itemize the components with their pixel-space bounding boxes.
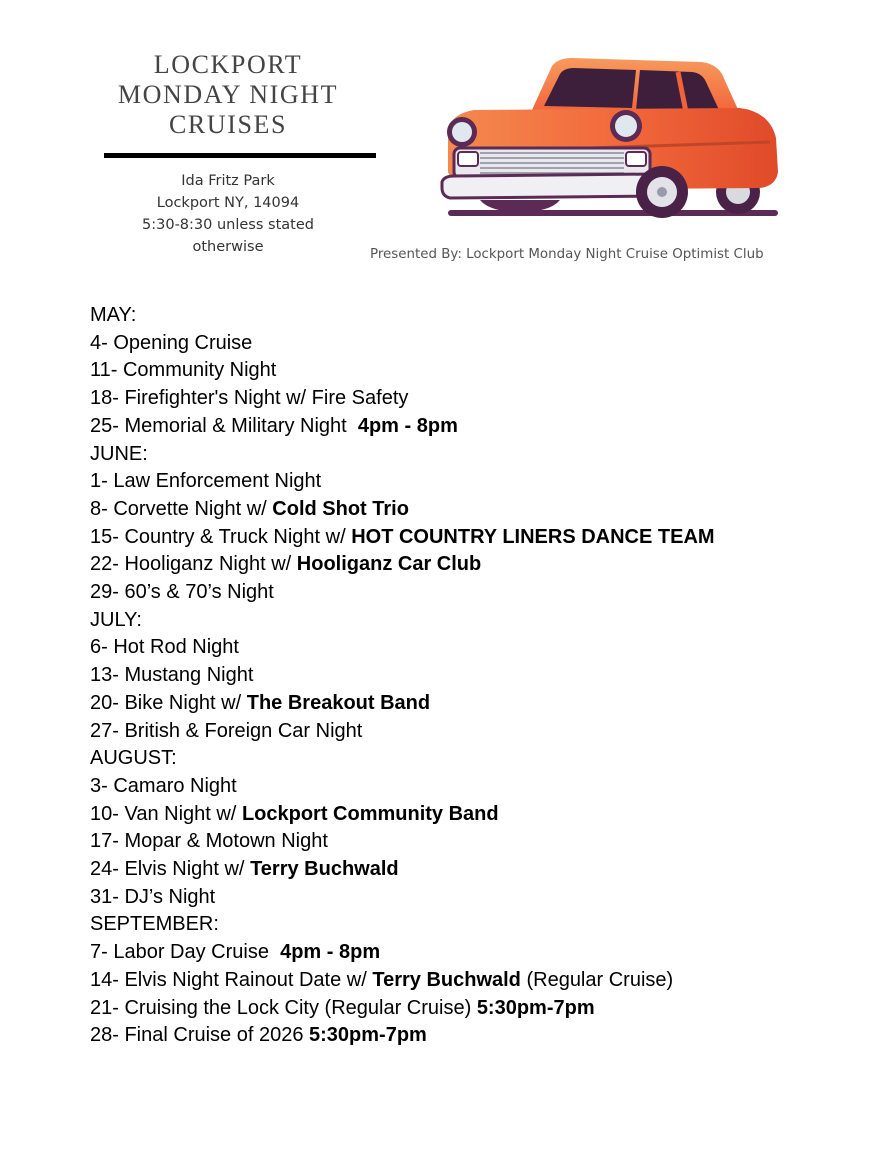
schedule-item [90, 773, 850, 801]
schedule-item [90, 939, 850, 967]
month-label: JULY: [90, 608, 142, 631]
event-text: 15- Country & Truck Night w/ [90, 525, 352, 548]
schedule-item [90, 690, 850, 718]
venue-hours-note: otherwise [192, 239, 264, 255]
event-note: (Regular Cruise) [520, 968, 674, 991]
event-text: 14- Elvis Night Rainout Date w/ [90, 968, 373, 991]
event-text: 1- Law Enforcement Night [90, 470, 322, 493]
event-text: 11- Community Night [90, 359, 277, 382]
event-highlight: Terry Buchwald [250, 858, 399, 881]
schedule-item [90, 718, 850, 746]
event-highlight: 5:30pm-7pm [476, 996, 595, 1019]
month-label: SEPTEMBER: [90, 913, 219, 936]
flyer-title [100, 50, 356, 140]
schedule-item [90, 357, 850, 385]
event-text: 28- Final Cruise of 2026 [90, 1024, 310, 1047]
event-text: 13- Mustang Night [90, 664, 254, 687]
month-label: AUGUST: [90, 747, 177, 770]
classic-car-illustration [440, 52, 785, 230]
event-text: 8- Corvette Night w/ [90, 497, 273, 520]
event-text: 29- 60’s & 70’s Night [90, 581, 274, 604]
event-text: 25- Memorial & Military Night [90, 414, 358, 437]
month-label: JUNE: [90, 442, 148, 465]
schedule-item [90, 995, 850, 1023]
title-line-3: CRUISES [168, 110, 288, 139]
event-text: 4- Opening Cruise [90, 331, 253, 354]
event-text: 6- Hot Rod Night [90, 636, 239, 659]
event-highlight: The Breakout Band [246, 691, 431, 714]
event-highlight: Terry Buchwald [372, 968, 521, 991]
event-text: 3- Camaro Night [90, 774, 237, 797]
schedule-item [90, 634, 850, 662]
title-divider [104, 153, 376, 158]
month-heading [90, 911, 850, 939]
schedule-item [90, 884, 850, 912]
month-label: MAY: [90, 304, 137, 326]
schedule-item [90, 330, 850, 358]
event-highlight: Cold Shot Trio [272, 497, 409, 520]
schedule-item [90, 828, 850, 856]
month-heading [90, 302, 850, 330]
month-heading [90, 745, 850, 773]
schedule-item [90, 524, 850, 552]
event-text: 17- Mopar & Motown Night [90, 830, 328, 853]
event-text: 18- Firefighter's Night w/ Fire Safety [90, 387, 409, 410]
schedule-item [90, 856, 850, 884]
cruise-schedule [90, 302, 850, 1050]
month-heading [90, 607, 850, 635]
event-highlight: 4pm - 8pm [280, 941, 381, 964]
schedule-item [90, 801, 850, 829]
event-text: 21- Cruising the Lock City (Regular Cruise) [90, 996, 477, 1019]
venue-info [118, 170, 338, 258]
schedule-item [90, 1022, 850, 1050]
month-heading [90, 441, 850, 469]
event-text: 27- British & Foreign Car Night [90, 719, 363, 742]
event-highlight: Hooliganz Car Club [296, 553, 482, 576]
venue-address: Lockport NY, 14094 [156, 195, 300, 211]
schedule-item [90, 468, 850, 496]
venue-hours: 5:30-8:30 unless stated [142, 217, 314, 233]
venue-name: Ida Fritz Park [181, 173, 275, 189]
event-text: 22- Hooliganz Night w/ [90, 553, 297, 576]
schedule-item [90, 551, 850, 579]
event-highlight: 4pm - 8pm [357, 414, 458, 437]
event-highlight: Lockport Community Band [241, 802, 499, 825]
schedule-item [90, 967, 850, 995]
schedule-item [90, 413, 850, 441]
title-line-1: LOCKPORT [153, 50, 303, 79]
event-text: 24- Elvis Night w/ [90, 858, 251, 881]
event-text: 20- Bike Night w/ [90, 691, 247, 714]
presented-by: Presented By: Lockport Monday Night Cruise Optimist Club [370, 247, 764, 262]
event-highlight: HOT COUNTRY LINERS DANCE TEAM [351, 525, 715, 548]
event-text: 7- Labor Day Cruise [90, 941, 281, 964]
schedule-item [90, 662, 850, 690]
schedule-item [90, 496, 850, 524]
title-line-2: MONDAY NIGHT [117, 80, 339, 109]
schedule-item [90, 385, 850, 413]
event-text: 10- Van Night w/ [90, 802, 242, 825]
event-text: 31- DJ’s Night [90, 885, 216, 908]
schedule-item [90, 579, 850, 607]
event-highlight: 5:30pm-7pm [309, 1024, 427, 1047]
